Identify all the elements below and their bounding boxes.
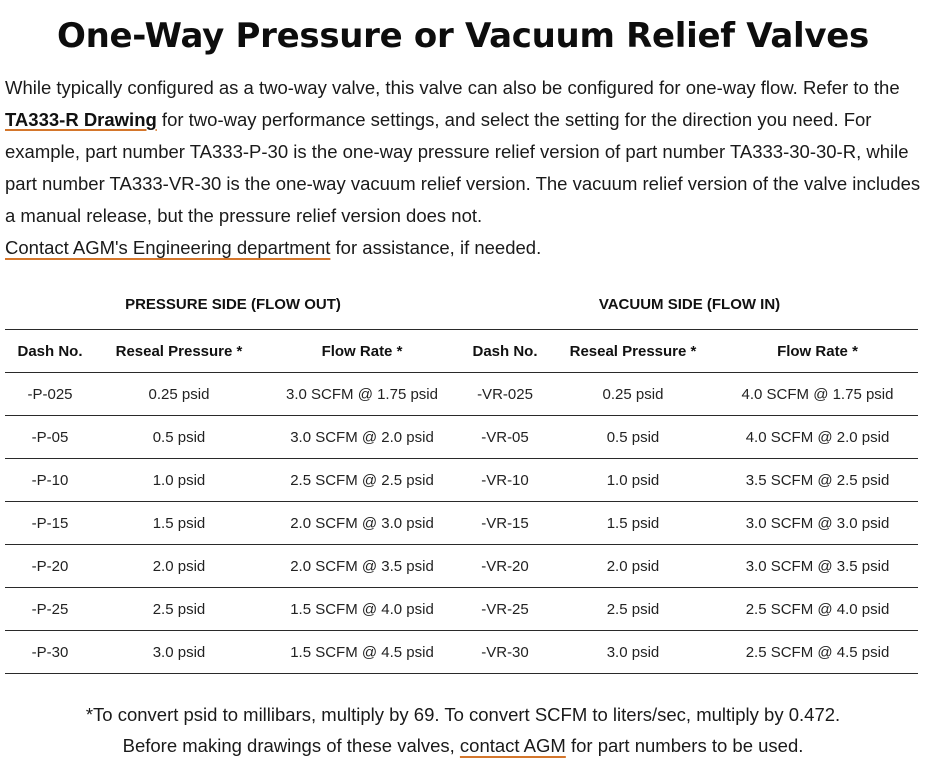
table-row (5, 631, 918, 674)
table-cell: 3.0 SCFM @ 2.0 psid (263, 416, 461, 459)
column-header: Reseal Pressure * (549, 330, 717, 373)
relief-valve-table (5, 329, 918, 674)
table-cell: -VR-20 (461, 545, 549, 588)
table-cell: 2.0 SCFM @ 3.0 psid (263, 502, 461, 545)
note-text: for part numbers to be used. (565, 735, 804, 756)
conversion-footnote: *To convert psid to millibars, multiply by 69. To convert SCFM to liters/sec, multiply by 0.472. (85, 704, 841, 725)
column-header: Reseal Pressure * (95, 330, 263, 373)
contact-agm-link[interactable]: contact AGM (459, 735, 566, 756)
table-cell: 3.0 psid (549, 631, 717, 674)
table-cell: 2.5 SCFM @ 2.5 psid (263, 459, 461, 502)
table-header-row (5, 330, 918, 373)
table-cell: 2.0 psid (95, 545, 263, 588)
table-cell: 4.0 SCFM @ 1.75 psid (717, 373, 918, 416)
page-title: One-Way Pressure or Vacuum Relief Valves (57, 16, 869, 56)
table-cell: 1.0 psid (549, 459, 717, 502)
table-row (5, 502, 918, 545)
table-cell: -P-025 (5, 373, 95, 416)
intro-text: While typically configured as a two-way valve, this valve can also be configured for one-way flow. Refer to the (5, 77, 900, 98)
intro-paragraph (5, 72, 921, 264)
table-cell: 3.0 SCFM @ 3.5 psid (717, 545, 918, 588)
table-cell: 1.5 psid (549, 502, 717, 545)
table-cell: 0.25 psid (95, 373, 263, 416)
table-cell: -P-25 (5, 588, 95, 631)
table-row (5, 545, 918, 588)
table-cell: -P-30 (5, 631, 95, 674)
table-cell: -VR-05 (461, 416, 549, 459)
table-cell: 2.0 psid (549, 545, 717, 588)
table-cell: 2.0 SCFM @ 3.5 psid (263, 545, 461, 588)
part-number-note (0, 731, 926, 761)
table-body (5, 373, 918, 674)
table-side-headers (5, 296, 918, 320)
intro-text: for assistance, if needed. (330, 237, 542, 258)
pressure-side-header: PRESSURE SIDE (FLOW OUT) (125, 296, 341, 313)
table-row (5, 588, 918, 631)
table-cell: 3.0 SCFM @ 3.0 psid (717, 502, 918, 545)
table-row (5, 459, 918, 502)
table-cell: -VR-025 (461, 373, 549, 416)
column-header: Dash No. (5, 330, 95, 373)
table-cell: 1.5 psid (95, 502, 263, 545)
column-header: Dash No. (461, 330, 549, 373)
contact-engineering-link[interactable]: Contact AGM's Engineering department (5, 237, 331, 258)
table-cell: -P-10 (5, 459, 95, 502)
table-cell: 1.0 psid (95, 459, 263, 502)
table-row (5, 416, 918, 459)
table-cell: 0.5 psid (549, 416, 717, 459)
table-row (5, 373, 918, 416)
table-cell: 2.5 SCFM @ 4.0 psid (717, 588, 918, 631)
table-cell: 4.0 SCFM @ 2.0 psid (717, 416, 918, 459)
table-cell: 2.5 psid (549, 588, 717, 631)
table-cell: -P-05 (5, 416, 95, 459)
table-cell: 1.5 SCFM @ 4.5 psid (263, 631, 461, 674)
note-text: Before making drawings of these valves, (122, 735, 460, 756)
table-cell: 3.0 SCFM @ 1.75 psid (263, 373, 461, 416)
table-cell: -VR-30 (461, 631, 549, 674)
ta333-r-drawing-link[interactable]: TA333-R Drawing (5, 109, 157, 130)
column-header: Flow Rate * (263, 330, 461, 373)
table-cell: 3.5 SCFM @ 2.5 psid (717, 459, 918, 502)
table-cell: -VR-10 (461, 459, 549, 502)
table-cell: 0.25 psid (549, 373, 717, 416)
table-cell: -VR-15 (461, 502, 549, 545)
table-cell: 1.5 SCFM @ 4.0 psid (263, 588, 461, 631)
table-cell: 2.5 SCFM @ 4.5 psid (717, 631, 918, 674)
table-cell: 3.0 psid (95, 631, 263, 674)
table-cell: -P-20 (5, 545, 95, 588)
column-header: Flow Rate * (717, 330, 918, 373)
table-cell: -VR-25 (461, 588, 549, 631)
table-cell: -P-15 (5, 502, 95, 545)
table-cell: 2.5 psid (95, 588, 263, 631)
intro-text: for two-way performance settings, and select the setting for the direction you need. For example, part number TA333-P-30 is the one-way pressure relief version of part number TA333-30-30-R, while part number TA333-VR-30 is the one-way vacuum relief version. The vacuum relief version of the valve includes a manual release, but the pressure relief version does not. (5, 109, 921, 226)
vacuum-side-header: VACUUM SIDE (FLOW IN) (598, 296, 781, 313)
table-cell: 0.5 psid (95, 416, 263, 459)
